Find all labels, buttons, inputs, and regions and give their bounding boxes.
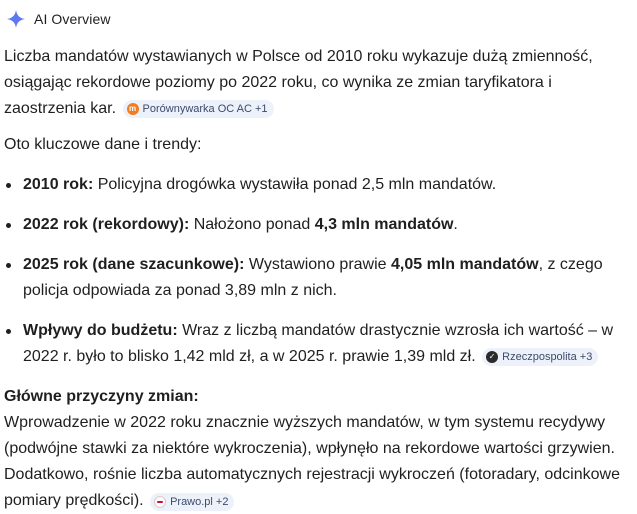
- list-item: [4, 252, 632, 304]
- rzeczpospolita-logo-icon: ✓: [486, 351, 498, 363]
- bullet-label: 2010 rok:: [23, 176, 94, 193]
- bullet-label: 2022 rok (rekordowy):: [23, 216, 190, 233]
- section-text: Wprowadzenie w 2022 roku znacznie wyższych mandatów, w tym systemu recydywy (podwójne stawki za niektóre wykroczenia), wpłynęło na rekordowe wartości grzywien. Dodatkowo, rośnie liczba automatycznych rejestracji wykroczeń (fotoradary, odcinkowe pomiary prędkości).: [4, 414, 620, 509]
- bullet-text: Wystawiono prawie: [244, 256, 391, 273]
- list-item: [4, 212, 632, 238]
- source-chip-porownywarka[interactable]: [123, 100, 274, 118]
- source-chip-label: Rzeczpospolita +3: [502, 351, 593, 363]
- source-chip-label: Porównywarka OC AC +1: [142, 103, 268, 115]
- bullet-text: Wraz z liczbą mandatów drastycznie wzrosła ich wartość – w 2022 r. było to blisko 1,42 mld zł, a w 2025 r. prawie 1,39 mld zł.: [23, 322, 614, 365]
- bullet-label: Wpływy do budżetu:: [23, 322, 178, 339]
- intro-text: Liczba mandatów wystawianych w Polsce od 2010 roku wykazuje dużą zmienność, osiągając rekordowe poziomy po 2022 roku, co wynika ze zmian taryfikatora i zaostrzenia kar.: [4, 48, 593, 117]
- key-data-list: [4, 172, 632, 370]
- orange-m-logo-icon: m: [127, 103, 139, 115]
- gemini-sparkle-icon: [6, 9, 26, 29]
- ai-overview-title: AI Overview: [34, 11, 111, 27]
- bullet-label: 2025 rok (dane szacunkowe):: [23, 256, 245, 273]
- source-chip-rzeczpospolita[interactable]: [482, 348, 598, 366]
- list-item: [4, 318, 632, 370]
- bullet-strong: 4,3 mln mandatów: [314, 216, 454, 233]
- overview-content: [4, 44, 632, 514]
- source-chip-label: Prawo.pl +2: [170, 496, 229, 508]
- lead-text: Oto kluczowe dane i trendy:: [4, 136, 202, 153]
- bullet-text-end: .: [453, 216, 458, 233]
- bullet-text-end: , z czego policja odpowiada za ponad 3,89 mln z nich.: [23, 256, 603, 299]
- bullet-text: Policyjna drogówka wystawiła ponad 2,5 mln mandatów.: [93, 176, 497, 193]
- bullet-strong: 4,05 mln mandatów: [391, 256, 539, 273]
- ai-overview-header: [6, 6, 111, 32]
- source-chip-prawo-pl[interactable]: [150, 493, 234, 511]
- list-item: [4, 172, 632, 198]
- section-title: Główne przyczyny zmian:: [4, 388, 199, 405]
- bullet-text: Nałożono ponad: [189, 216, 315, 233]
- intro-paragraph: [4, 44, 632, 122]
- section-paragraph: [4, 410, 632, 514]
